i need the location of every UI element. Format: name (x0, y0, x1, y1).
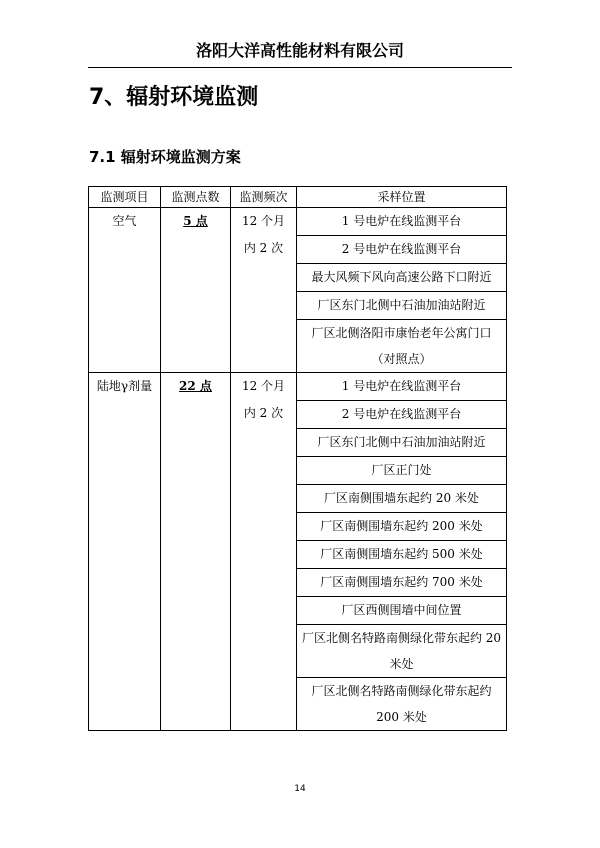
section-title: 7、辐射环境监测 (89, 85, 259, 110)
monitor-count: 5 点 (183, 214, 208, 228)
location-cell: 厂区正门处 (297, 457, 507, 485)
table-header-row (89, 187, 507, 208)
table-row (89, 208, 507, 236)
monitoring-plan-table (88, 186, 507, 731)
page-number: 14 (294, 784, 306, 794)
frequency-line-2: 内 2 次 (243, 406, 284, 420)
subsection-title: 7.1 辐射环境监测方案 (89, 148, 241, 166)
location-cell: 2 号电炉在线监测平台 (297, 401, 507, 429)
monitor-item-cell: 空气 (89, 208, 161, 373)
monitor-item-cell: 陆地γ剂量 (89, 373, 161, 731)
table-row (89, 373, 507, 401)
location-cell: 厂区北侧名特路南侧绿化带东起约 200 米处 (297, 678, 507, 731)
frequency-line-1: 12 个月 (241, 214, 286, 228)
header-divider (88, 67, 512, 68)
location-cell: 厂区西侧围墙中间位置 (297, 597, 507, 625)
column-header-location: 采样位置 (297, 187, 507, 208)
page-header: 洛阳大洋高性能材料有限公司 (195, 41, 404, 60)
column-header-item: 监测项目 (89, 187, 161, 208)
location-cell: 厂区东门北侧中石油加油站附近 (297, 429, 507, 457)
location-cell: 厂区北侧洛阳市康怡老年公寓门口（对照点） (297, 320, 507, 373)
monitor-frequency-cell (231, 208, 297, 373)
location-cell: 1 号电炉在线监测平台 (297, 373, 507, 401)
location-cell: 厂区南侧围墙东起约 200 米处 (297, 513, 507, 541)
column-header-frequency: 监测频次 (231, 187, 297, 208)
monitor-count-cell (161, 208, 231, 373)
location-cell: 厂区南侧围墙东起约 500 米处 (297, 541, 507, 569)
monitor-count-cell (161, 373, 231, 731)
location-cell: 2 号电炉在线监测平台 (297, 236, 507, 264)
location-cell: 厂区北侧名特路南侧绿化带东起约 20 米处 (297, 625, 507, 678)
column-header-count: 监测点数 (161, 187, 231, 208)
location-cell: 1 号电炉在线监测平台 (297, 208, 507, 236)
location-cell: 最大风频下风向高速公路下口附近 (297, 264, 507, 292)
location-cell: 厂区南侧围墙东起约 700 米处 (297, 569, 507, 597)
monitor-count: 22 点 (179, 379, 212, 393)
monitor-frequency-cell (231, 373, 297, 731)
frequency-line-1: 12 个月 (241, 379, 286, 393)
frequency-line-2: 内 2 次 (243, 241, 284, 255)
location-cell: 厂区东门北侧中石油加油站附近 (297, 292, 507, 320)
location-cell: 厂区南侧围墙东起约 20 米处 (297, 485, 507, 513)
